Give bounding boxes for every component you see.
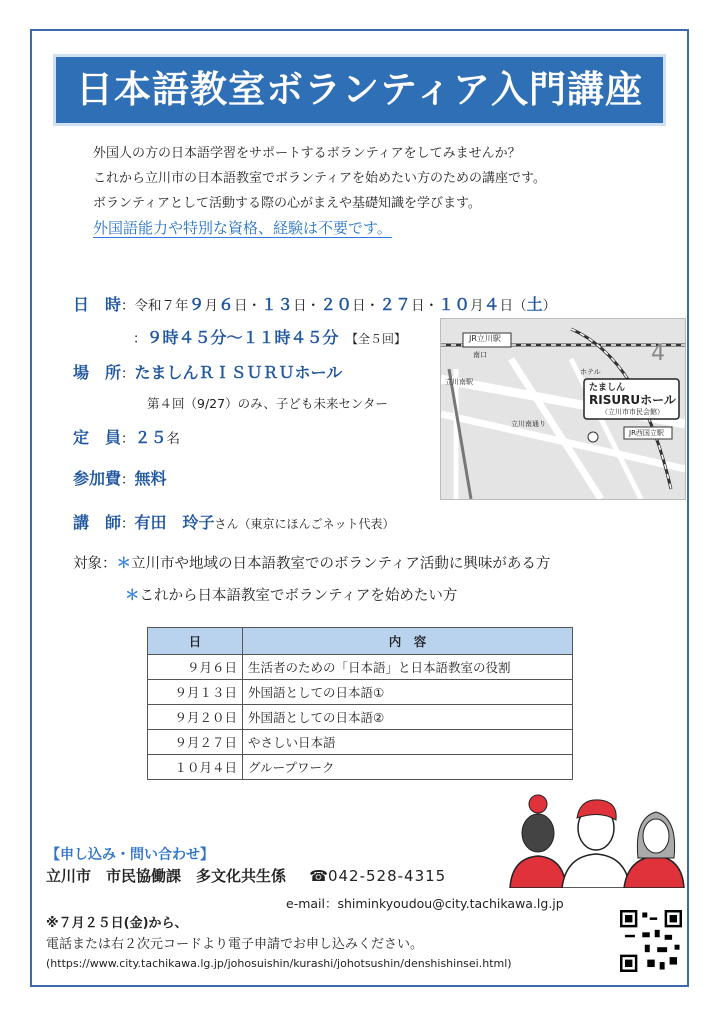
row-content: 外国語としての日本語① [243, 680, 573, 705]
people-illustration [500, 788, 686, 888]
row-date: １０月４日 [148, 755, 243, 780]
sessions-count: 【全５回】 [352, 332, 407, 346]
map-station-3: JR西国立駅 [629, 429, 664, 437]
capacity-value: ２５ [134, 428, 167, 447]
day-2: １３ [261, 295, 294, 314]
month: ９ [188, 295, 205, 314]
lecturer-label: 講 師 [73, 513, 122, 532]
header-date: 日 [148, 628, 243, 655]
lecturer-row: 講 師：有田 玲子さん（東京にほんごネット代表） [73, 513, 395, 532]
row-date: ９月２７日 [148, 730, 243, 755]
contact-email[interactable]: e-mail：shiminkyoudou@city.tachikawa.lg.jp [286, 896, 564, 911]
intro-line-3: ボランティアとして活動する際の心がまえや基礎知識を学びます。 [93, 196, 481, 211]
row-date: ９月１３日 [148, 680, 243, 705]
datetime-row: 日 時：令和７年９月６日・１３日・２０日・２７日・１０月４日（土） [73, 295, 557, 314]
month-2: １０ [438, 295, 471, 314]
application-note [46, 913, 423, 955]
map-station-1: JR立川駅 [469, 334, 501, 343]
day-1: ６ [218, 295, 235, 314]
place-label: 場 所 [73, 363, 122, 382]
place-note: 第４回（9/27）のみ、子ども未来センター [147, 396, 388, 411]
intro-line-2: これから立川市の日本語教室でボランティアを始めたい方のための講座です。 [93, 171, 546, 186]
target-label: 対象： [73, 556, 117, 572]
asterisk-icon: ＊ [125, 588, 140, 604]
fee-label: 参加費 [73, 469, 122, 488]
contact-dept: 立川市 市民協働課 多文化共生係 [46, 867, 287, 885]
table-row [148, 680, 573, 705]
map-hall-sub: （立川市市民会館） [601, 408, 664, 416]
table-row [148, 705, 573, 730]
map-exit: 南口 [473, 351, 487, 359]
table-row [148, 730, 573, 755]
day-5: ４ [483, 295, 500, 314]
target-row-2 [125, 584, 457, 605]
lecturer-name: 有田 玲子 [134, 513, 215, 532]
intro-text [93, 141, 546, 241]
row-date: ９月２０日 [148, 705, 243, 730]
row-content: やさしい日本語 [243, 730, 573, 755]
application-url[interactable]: (https://www.city.tachikawa.lg.jp/johosuishin/kurashi/johotsushin/denshishinsei.html) [46, 957, 512, 970]
qr-code-icon[interactable] [620, 910, 682, 972]
target-item-2: これから日本語教室でボランティアを始めたい方 [139, 588, 458, 604]
place-row: 場 所：たましんＲＩＳＵＲＵホール [73, 363, 343, 382]
map-number: 4 [651, 341, 665, 366]
contact-header: 【申し込み・問い合わせ】 [46, 847, 214, 863]
contact-phone: 042-528-4315 [327, 867, 447, 885]
row-content: 生活者のための「日本語」と日本語教室の役割 [243, 655, 573, 680]
target-item-1: 立川市や地域の日本語教室でのボランティア活動に興味がある方 [131, 556, 551, 572]
page-title: 日本語教室ボランティア入門講座 [56, 57, 663, 123]
table-row [148, 755, 573, 780]
note-line-2: 電話または右２次元コードより電子申請でお申し込みください。 [46, 937, 424, 952]
table-row [148, 655, 573, 680]
map-hall-name: RISURUホール [589, 393, 676, 407]
intro-highlight: 外国語能力や特別な資格、経験は不要です。 [93, 219, 392, 237]
contact-dept-row [46, 865, 446, 886]
place-value: たましんＲＩＳＵＲＵホール [134, 363, 343, 382]
capacity-row: 定 員：２５名 [73, 428, 181, 447]
time-row: ：９時４５分～１１時４５分 【全５回】 [133, 328, 407, 347]
table-header-row [148, 628, 573, 655]
time-range: ９時４５分～１１時４５分 [146, 328, 339, 347]
phone-icon: ☎ [309, 867, 328, 885]
row-content: 外国語としての日本語② [243, 705, 573, 730]
map-hotel: ホテル [580, 368, 601, 376]
fee-row: 参加費：無料 [73, 469, 167, 488]
target-row-1 [73, 552, 550, 573]
era: 令和７年 [134, 298, 189, 314]
intro-line-1: 外国人の方の日本語学習をサポートするボランティアをしてみませんか？ [93, 146, 521, 161]
fee-value: 無料 [134, 469, 167, 488]
lecturer-suffix: さん（東京にほんごネット代表） [214, 517, 395, 531]
schedule-table [147, 627, 573, 780]
asterisk-icon: ＊ [116, 556, 131, 572]
header-content: 内 容 [243, 628, 573, 655]
map-hall: たましん [589, 383, 626, 393]
row-content: グループワーク [243, 755, 573, 780]
access-map [440, 318, 686, 500]
day-4: ２７ [379, 295, 412, 314]
day-3: ２０ [320, 295, 353, 314]
capacity-unit: 名 [166, 431, 181, 447]
map-street: 立川南通り [511, 420, 546, 428]
weekday: 土 [526, 295, 543, 314]
datetime-label: 日 時 [73, 295, 122, 314]
map-station-2: 立川南駅 [445, 378, 473, 386]
capacity-label: 定 員 [73, 428, 122, 447]
row-date: ９月６日 [148, 655, 243, 680]
note-line-1: ※７月２５日(金)から、 [46, 916, 188, 931]
